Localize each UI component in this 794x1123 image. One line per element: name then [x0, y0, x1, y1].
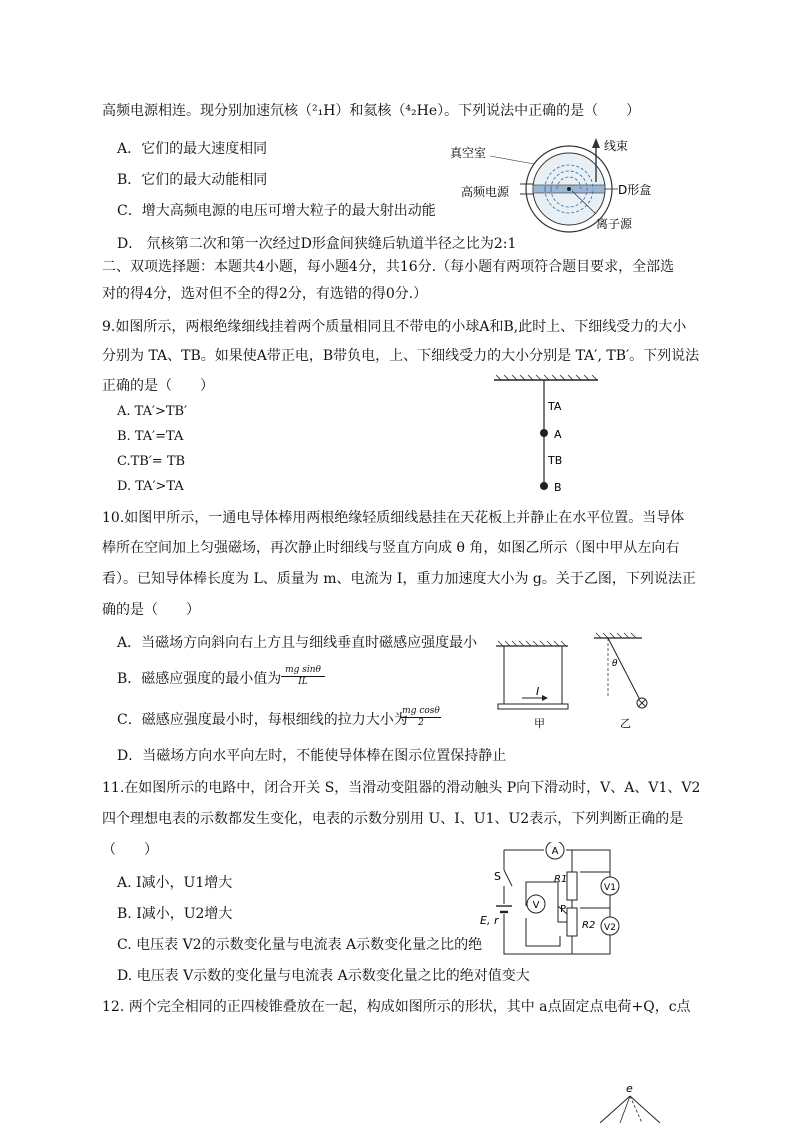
q8-intro: 高频电源相连。现分别加速氘核（²₁H）和氦核（⁴₂He）。下列说法中正确的是（ ）: [102, 103, 641, 119]
fraction-numerator: mg sinθ: [281, 665, 325, 677]
q11-line2: 四个理想电表的示数都发生变化，电表的示数分别用 U、I、U1、U2表示，下列判断正确的是: [102, 811, 684, 827]
voltmeter-v2-label: V2: [604, 923, 616, 933]
ball-b-label: B: [554, 481, 562, 494]
ammeter-label: A: [551, 846, 559, 857]
fraction-denominator: 2: [418, 718, 424, 728]
emf-label: E, r: [480, 914, 499, 927]
ta-label: TA: [548, 400, 562, 413]
power-source-label: 高频电源: [460, 185, 509, 199]
q11-option-a: A. I减小，U1增大: [117, 875, 233, 891]
theta-label: θ: [612, 659, 618, 669]
q10-option-b-text: B．磁感应强度的最小值为: [117, 671, 282, 687]
q8-option-c: C．增大高频电源的电压可增大粒子的最大射出动能: [117, 203, 436, 219]
q10-option-c-text: C．磁感应强度最小时，每根细线的拉力大小为: [117, 712, 408, 728]
q8-option-d: D． 氘核第二次和第一次经过D形盒间狭缝后轨道半径之比为2:1: [117, 236, 517, 252]
q10-option-c-fraction: [401, 706, 441, 729]
q9-option-a: A. TA′>TB′: [117, 404, 188, 419]
r1-label: R1: [554, 874, 568, 885]
q10-option-a: A．当磁场方向斜向右上方且与细线垂直时磁感应强度最小: [117, 635, 478, 651]
hanging-balls-figure: [488, 372, 608, 496]
q10-option-d: D．当磁场方向水平向左时，不能使导体棒在图示位置保持静止: [117, 748, 507, 764]
q11-option-d: D. 电压表 V示数的变化量与电流表 A示数变化量之比的绝对值变大: [117, 968, 530, 984]
section2-line2: 对的得4分，选对但不全的得2分，有选错的得0分.）: [102, 286, 428, 302]
q9-option-b: B. TA′=TA: [117, 429, 184, 444]
q11-line3: （ ）: [102, 842, 158, 858]
circuit-figure: [476, 842, 636, 960]
q11-line1: 11.在如图所示的电路中，闭合开关 S，当滑动变阻器的滑动触头 P向下滑动时，V、A、V1、V2: [102, 780, 701, 796]
q10-option-b: [117, 669, 281, 689]
switch-label: S: [494, 870, 501, 883]
conductor-rod-figure: [490, 630, 670, 730]
slider-p-label: P: [560, 904, 567, 915]
q9-line1: 9.如图所示，两根绝缘细线挂着两个质量相同且不带电的小球A和B,此时上、下细线受力的大小: [102, 319, 687, 335]
tb-label: TB: [548, 454, 563, 467]
cyclotron-figure: [446, 134, 666, 234]
section2-line1: 二、双项选择题：本题共4小题，每小题4分，共16分.（每小题有两项符合题目要求，全部选: [102, 259, 675, 275]
q10-line4: 确的是（ ）: [102, 602, 200, 618]
r2-label: R2: [582, 920, 596, 931]
q10-option-b-fraction: [281, 665, 325, 688]
voltmeter-v-label: V: [532, 900, 540, 911]
q11-option-b: B. I减小，U2增大: [117, 906, 233, 922]
figure-jia-label: 甲: [534, 717, 545, 730]
figure-yi-label: 乙: [620, 717, 631, 730]
beam-label: 线束: [604, 139, 629, 153]
q10-line2: 棒所在空间加上匀强磁场，再次静止时细线与竖直方向成 θ 角，如图乙所示（图中甲从左向右: [102, 540, 680, 556]
q9-line2: 分别为 TA、TB。如果使A带正电，B带负电，上、下细线受力的大小分别是 TA′, TB′。下列说法: [102, 348, 700, 364]
pyramid-figure: [590, 1080, 670, 1123]
q12-line1: 12. 两个完全相同的正四棱锥叠放在一起，构成如图所示的形状，其中 a点固定点电荷+Q，c点: [102, 999, 691, 1015]
q8-option-a: A．它们的最大速度相同: [117, 141, 268, 157]
q10-line3: 看）。已知导体棒长度为 L、质量为 m、电流为 I，重力加速度大小为 g。关于乙图，下列说法正: [102, 571, 696, 587]
q8-option-b: B．它们的最大动能相同: [117, 172, 268, 188]
fraction-denominator: IL: [298, 677, 308, 687]
current-label: I: [536, 685, 540, 698]
ion-source-label: 离子源: [596, 217, 633, 231]
vacuum-chamber-label: 真空室: [449, 146, 486, 160]
vertex-e-label: e: [626, 1082, 633, 1095]
q10-line1: 10.如图甲所示，一通电导体棒用两根绝缘轻质细线悬挂在天花板上并静止在水平位置。当导体: [102, 510, 685, 526]
ball-a-label: A: [554, 428, 562, 441]
voltmeter-v1-label: V1: [604, 883, 616, 893]
fraction-numerator: mg cosθ: [402, 706, 440, 716]
q11-option-c: C. 电压表 V2的示数变化量与电流表 A示数变化量之比的绝: [117, 937, 483, 953]
q9-line3: 正确的是（ ）: [102, 378, 214, 394]
q9-option-c: C.TB′= TB: [117, 454, 186, 469]
q10-option-c: [117, 710, 408, 730]
dee-label: D形盒: [618, 183, 652, 197]
q9-option-d: D. TA′>TA: [117, 479, 184, 494]
